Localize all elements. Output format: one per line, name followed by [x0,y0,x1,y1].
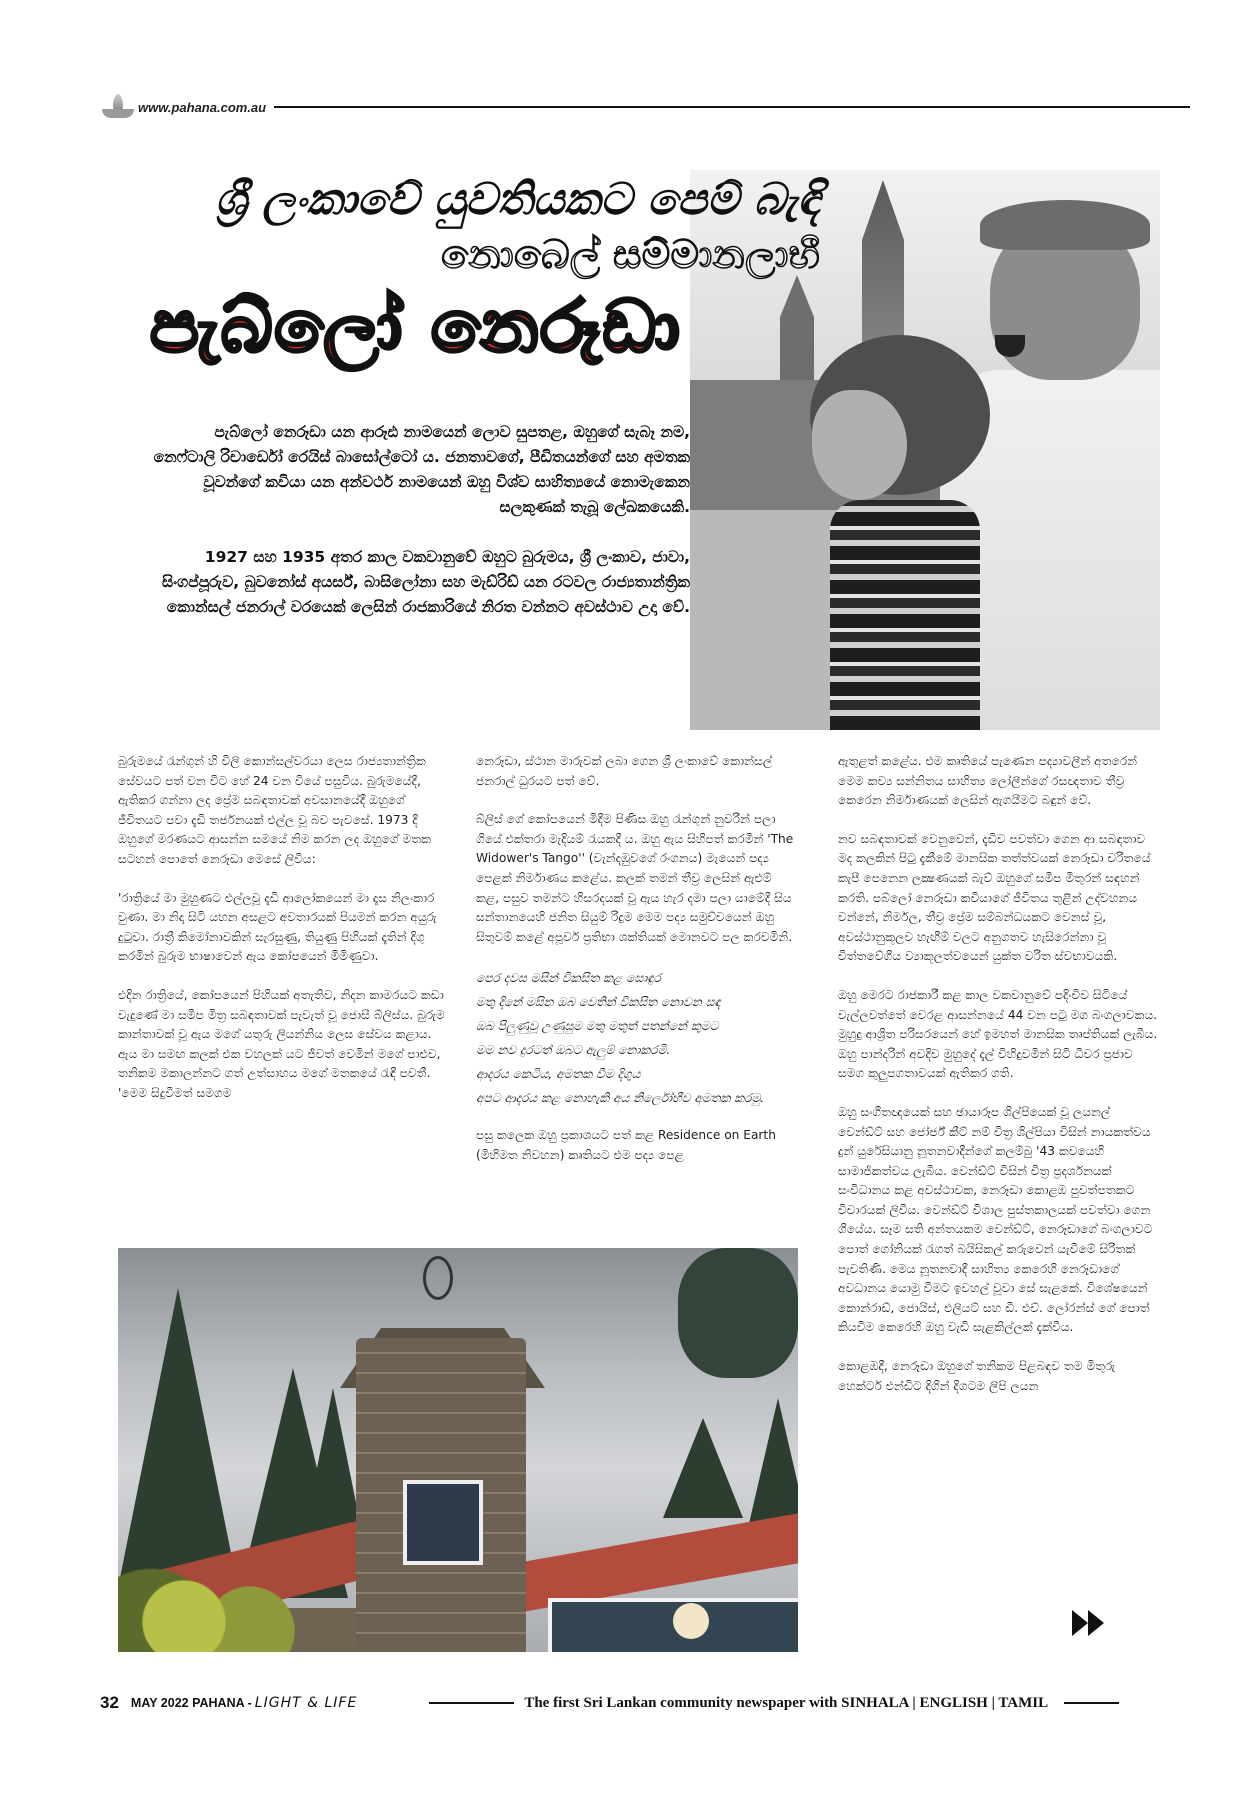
body-paragraph: නෙරූඩා, ස්ථාන මාරුවක් ලබා ගෙන ශ්‍රී ලංකාවේ කොන්සල් ජනරාල් ධුරයට පත් වේ. [476,754,773,788]
house-photo [118,1248,798,1652]
body-paragraph: කොළඹදී, නෙරූඩා ඔහුගේ තනිකම පිළබඳව තම මිතුරු හෙක්ටර් එන්ඩිට දිගින් දිගටම ලිපි ලයන [838,1359,1116,1393]
poem-line: මම නව දුරටත් ඔබට ඇලුම් නොකරමි. [476,1043,671,1058]
body-paragraph: පසු කලෙක ඔහු ප්‍රකාශයට පත් කළ Residence on Earth (මිහිමත නිවහන) කෘතියට එම පද්‍ය පෙළ [476,1128,776,1162]
body-paragraph: නව සබඳතාවක් වෙනුවෙන්, දැඩිව පවත්වා ගෙන ආ සබඳතාව මද කලකින් පිටු දැකීමේ මානසික තත්ත්වයක් නෙරූඩා චරිතයේ කැපී පෙනෙන ලක්‍ෂණයක් බැව් ඔහුගේ සමීප මිතුරන් සඳහන් කරති. පබ්ලෝ නෙරූඩා කවියාගේ ජීවිතය තුළින් උද්වහනය වන්නේ, නිර්මල, තීව්‍ර ප්‍රේම සම්බන්ධයකට වෙනස් වූ, අවස්ථානුකූලව හැඟීම් වලට අනුගතව හැසිරෙන්නා වූ චිත්තවේගීය ව්‍යාකූලත්වයෙන් යුක්ත චරිත ස්වභාවයකි. [838,831,1151,964]
footer-tagline: The first Sri Lankan community newspaper with SINHALA | ENGLISH | TAMIL [524,1694,1049,1711]
footer-rule [1064,1702,1119,1704]
page-number: 32 [100,1693,119,1712]
poem-block [476,966,796,1110]
lead-paragraph: පැබ්ලෝ නෙරූඩා යන ආරූඪ නාමයෙන් ලොව සුපතළ, ඔහුගේ සැබෑ නම, නෙෆ්ටාලි රිචාර්ඩෝ රෙයිස් බාසෝල්ටෝ ය. ජනතාවගේ, පීඩිතයන්ගේ සහ අමතක වූවන්ගේ කවියා යන අන්වර්ථ නාමයෙන් ඔහු විශ්ව සාහිත්‍යයේ නොමැකෙන සලකුණක් තැබූ ලේඛකයෙකි. [153,423,690,516]
poem-line: පෙර දවස මසින් විකසිත කළ සොඳුර [476,971,661,986]
fast-forward-icon[interactable] [1072,1610,1106,1636]
poem-line: මතු දිනේ මසින ඔබ වෙතින් විකසිත නොවන සඳ [476,995,721,1010]
headline-line-1: ශ්‍රී ලංකාවේ යුවතියකට පෙම් බැඳි [215,174,820,225]
lead-paragraph: 1927 සහ 1935 අතර කාල වකවානුවේ ඔහුට බුරුමය, ශ්‍රී ලංකාව, ජාවා, සිංගප්පූරුව, බුවනෝස් අයර්ස්, බාසිලෝනා සහ මැඩ්රිඩ් යන රටවල රාජ්‍යතාන්ත්‍රික කොන්සල් ජනරාල් වරයෙක් ලෙසින් රාජකාරියේ නිරත වන්නට අවස්ථාව උදා වේ. [162,548,690,616]
footer-rule [429,1702,514,1704]
body-paragraph: එදින රාත්‍රියේ, කෝපයෙන් පිහියක් අතැතිව, නිදන කාමරයට කඩා වැදුණේ මා සමීප මිත්‍ර සබඳතාවක් පැවැත් වූ ජොසී බ්ලිස්ය. බුරුම කාන්තාවක් වූ ඇය මගේ යතුරු ලියන්නිය ලෙස සේවය කළාය. ඇය මා සමඟ කලක් එක වහලක් යට ජීවත් වෙමින් මගේ පාළුව, තනිකම මකාලන්නට ගත් උත්සාහය මගේ මතකයේ රැඳී පවතී. 'මෙම සිදුවීමත් සමගම [118,987,445,1100]
lead-paragraphs [150,420,690,645]
page-header [100,92,1190,122]
brand-tag: LIGHT & LIFE [254,1695,358,1711]
body-paragraph: 'රාත්‍රියේ මා මුහුණට එල්ලවූ දැඩි ආලෝකයෙන් මා දෑස නිලංකාර වුණා. මා නිදා සිටි යහන අසළට අවතාරයක් පියමන් කරන අයුරු දුටුවා. රාත්‍රී කිමෝනාවකින් සැරසුණු, තියුණු පිහියක් දෑතින් දිගු කරමින් බුරුම භාෂාවෙන් ඇය කෝපයෙන් මිමිණුවා. [118,890,437,964]
body-paragraph: බුරුමයේ රැන්ගුන් හි විලි කොන්සල්වරයා ලෙස රාජ්‍යතාන්ත්‍රික සේවයට පත් වන විට හේ 24 වන වියේ පසුවිය. බුරුමයේදී, ඇතිකර ගන්නා ලද ප්‍රේම සබඳතාවක් අවසානයේදී ඔහුගේ ජීවිතයට පවා දැඩි තර්ජනයක් එල්ල වූ බව පැවසේ. 1973 දී ඔහුගේ මරණයට ආසන්න සමයේ නිම කරන ලද ඔහුගේ මතක සටහන් පොතේ නෙරූඩා මෙසේ ලිවීය: [118,754,432,866]
headline-line-3: පැබ්ලෝ නෙරූඩා [150,284,682,368]
poem-line: ආදරය කෙටිය, අමතක වීම දිගුය [476,1067,641,1082]
body-paragraph: බ්ලිස් ගේ කෝපයෙන් මිදීම පිණිස ඔහු රැන්ගුන් නුවරින් පලා ගියේ එක්තරා මැදියම් රැයකදී ය. ඔහු ඇය සිහිපත් කරමින් 'The Widower's Tango'' (වැන්දඹුවගේ රංගනය) මැයෙන් පද්‍ය පෙළක් නිර්මාණය කළේය. කලක් තමන් තීව්‍ර ලෙසින් ඇළුම් කළ, පසුව තමන්ට හිසරදයක් වූ ඇය හැර දමා පලා යාමේදී සිය සන්තානයෙහි ජනිත සියුම් රිදුම මෙම පද්‍ය සමුච්චයෙන් ඔහු සිතුවම් කළේ අපූර්ව ප්‍රතිභා ශක්තියක් මොනවට පල කරවමිනි. [476,812,794,944]
body-paragraph: ඔහු සංගීතඥයෙක් සහ ඡායාරූප ශිල්පියෙක් වූ ලයනල් වෙන්ඩ්ට් සහ ජෝර්ජ් කීට් නම් චිත්‍ර ශිල්පියා විසින් නායකත්වය දුන් යුරේසියානු නූතනවාදීන්ගේ කලම්බු '43 කවයෙහි සාමාජිකත්වය ලැබීය. වෙන්ඩ්ට් විසින් චිත්‍ර ප්‍රදර්ශනයක් සංවිධානය කළ අවස්ථාවක, නෙරූඩා කොළඹ පුවත්පතකට විචාරයක් ලිවීය. වෙන්ඩ්ට් විශාල පුස්තකාලයක් පවත්වා ගෙන ගියේය. සෑම සති අන්තයකම වෙන්ඩ්ට්, නෙරූඩාගේ බංගලාවට පොත් ගෝනියක් රැගත් බයිසිකල් කරුවෙන් යැවීමේ සිරිතක් පැවතිණි. මෙය නූතනවාදී සාහිත්‍ය කෙරෙහි නෙරූඩාගේ අවධානය යොමු වීමට ඉවහල් වූවා සේ සැළකේ. විශේෂයෙන් කොන්රාඩ්, ජොයිස්, එලියට් සහ ඩී. එච්. ලෝරන්ස් ගේ පොත් කියවීම කෙරෙහි ඔහු වැඩි සැළකිල්ලක් දැක්වීය. [838,1104,1153,1335]
header-rule [274,106,1190,108]
body-paragraph: ඇතුළත් කළේය. එම කෘතියේ පැණෙන පද්‍යාවලීන් අතරෙන් මෙම කව්‍ය සන්නිතය සාහිත්‍ය ලෝලීන්ගේ රසඥතාව තීව්‍ර කෙරෙන නිර්මාණයක් ලෙසින් ඇගයීමට බඳුන් වේ. [838,754,1138,808]
poem-line: අපට ආදරය කළ නොහැකි අය නිර්ලෝභීව අමතක කරමු. [476,1091,765,1106]
oil-lamp-icon [100,92,134,122]
body-column-3 [838,752,1158,1415]
site-url[interactable]: www.pahana.com.au [138,99,267,115]
body-column-2 [476,752,796,1185]
body-paragraph: ඔහු මෙරට රාජකාරී කළ කාල වකවානුවේ පදිංචිව සිටියේ වැල්ලවත්තේ වෙරළ ආසන්නයේ 44 වන පටු මග බංගලාවකය. මුහුදු ආශ්‍රිත පරිසරයෙන් හේ ඉමහත් මානසික තෘප්තියක් ලැබීය. ඔහු පාන්දරින් අවදිව මුහුදේ දැල් විහිදුවමින් සිටි ධීවර ප්‍රජාව සමග කුලුපගතාවයක් ඇතිකර ගති. [838,987,1158,1081]
issue-label: MAY 2022 PAHANA - [130,1696,252,1710]
poem-line: ඔබ පිලුණුවූ උණුසුම මතු මතුත් පතන්නේ කුමට [476,1019,719,1034]
body-column-1 [118,752,448,1123]
page-footer [100,1692,1190,1714]
headline-line-2: නොබෙල් සම්මානලාභී [440,232,820,278]
